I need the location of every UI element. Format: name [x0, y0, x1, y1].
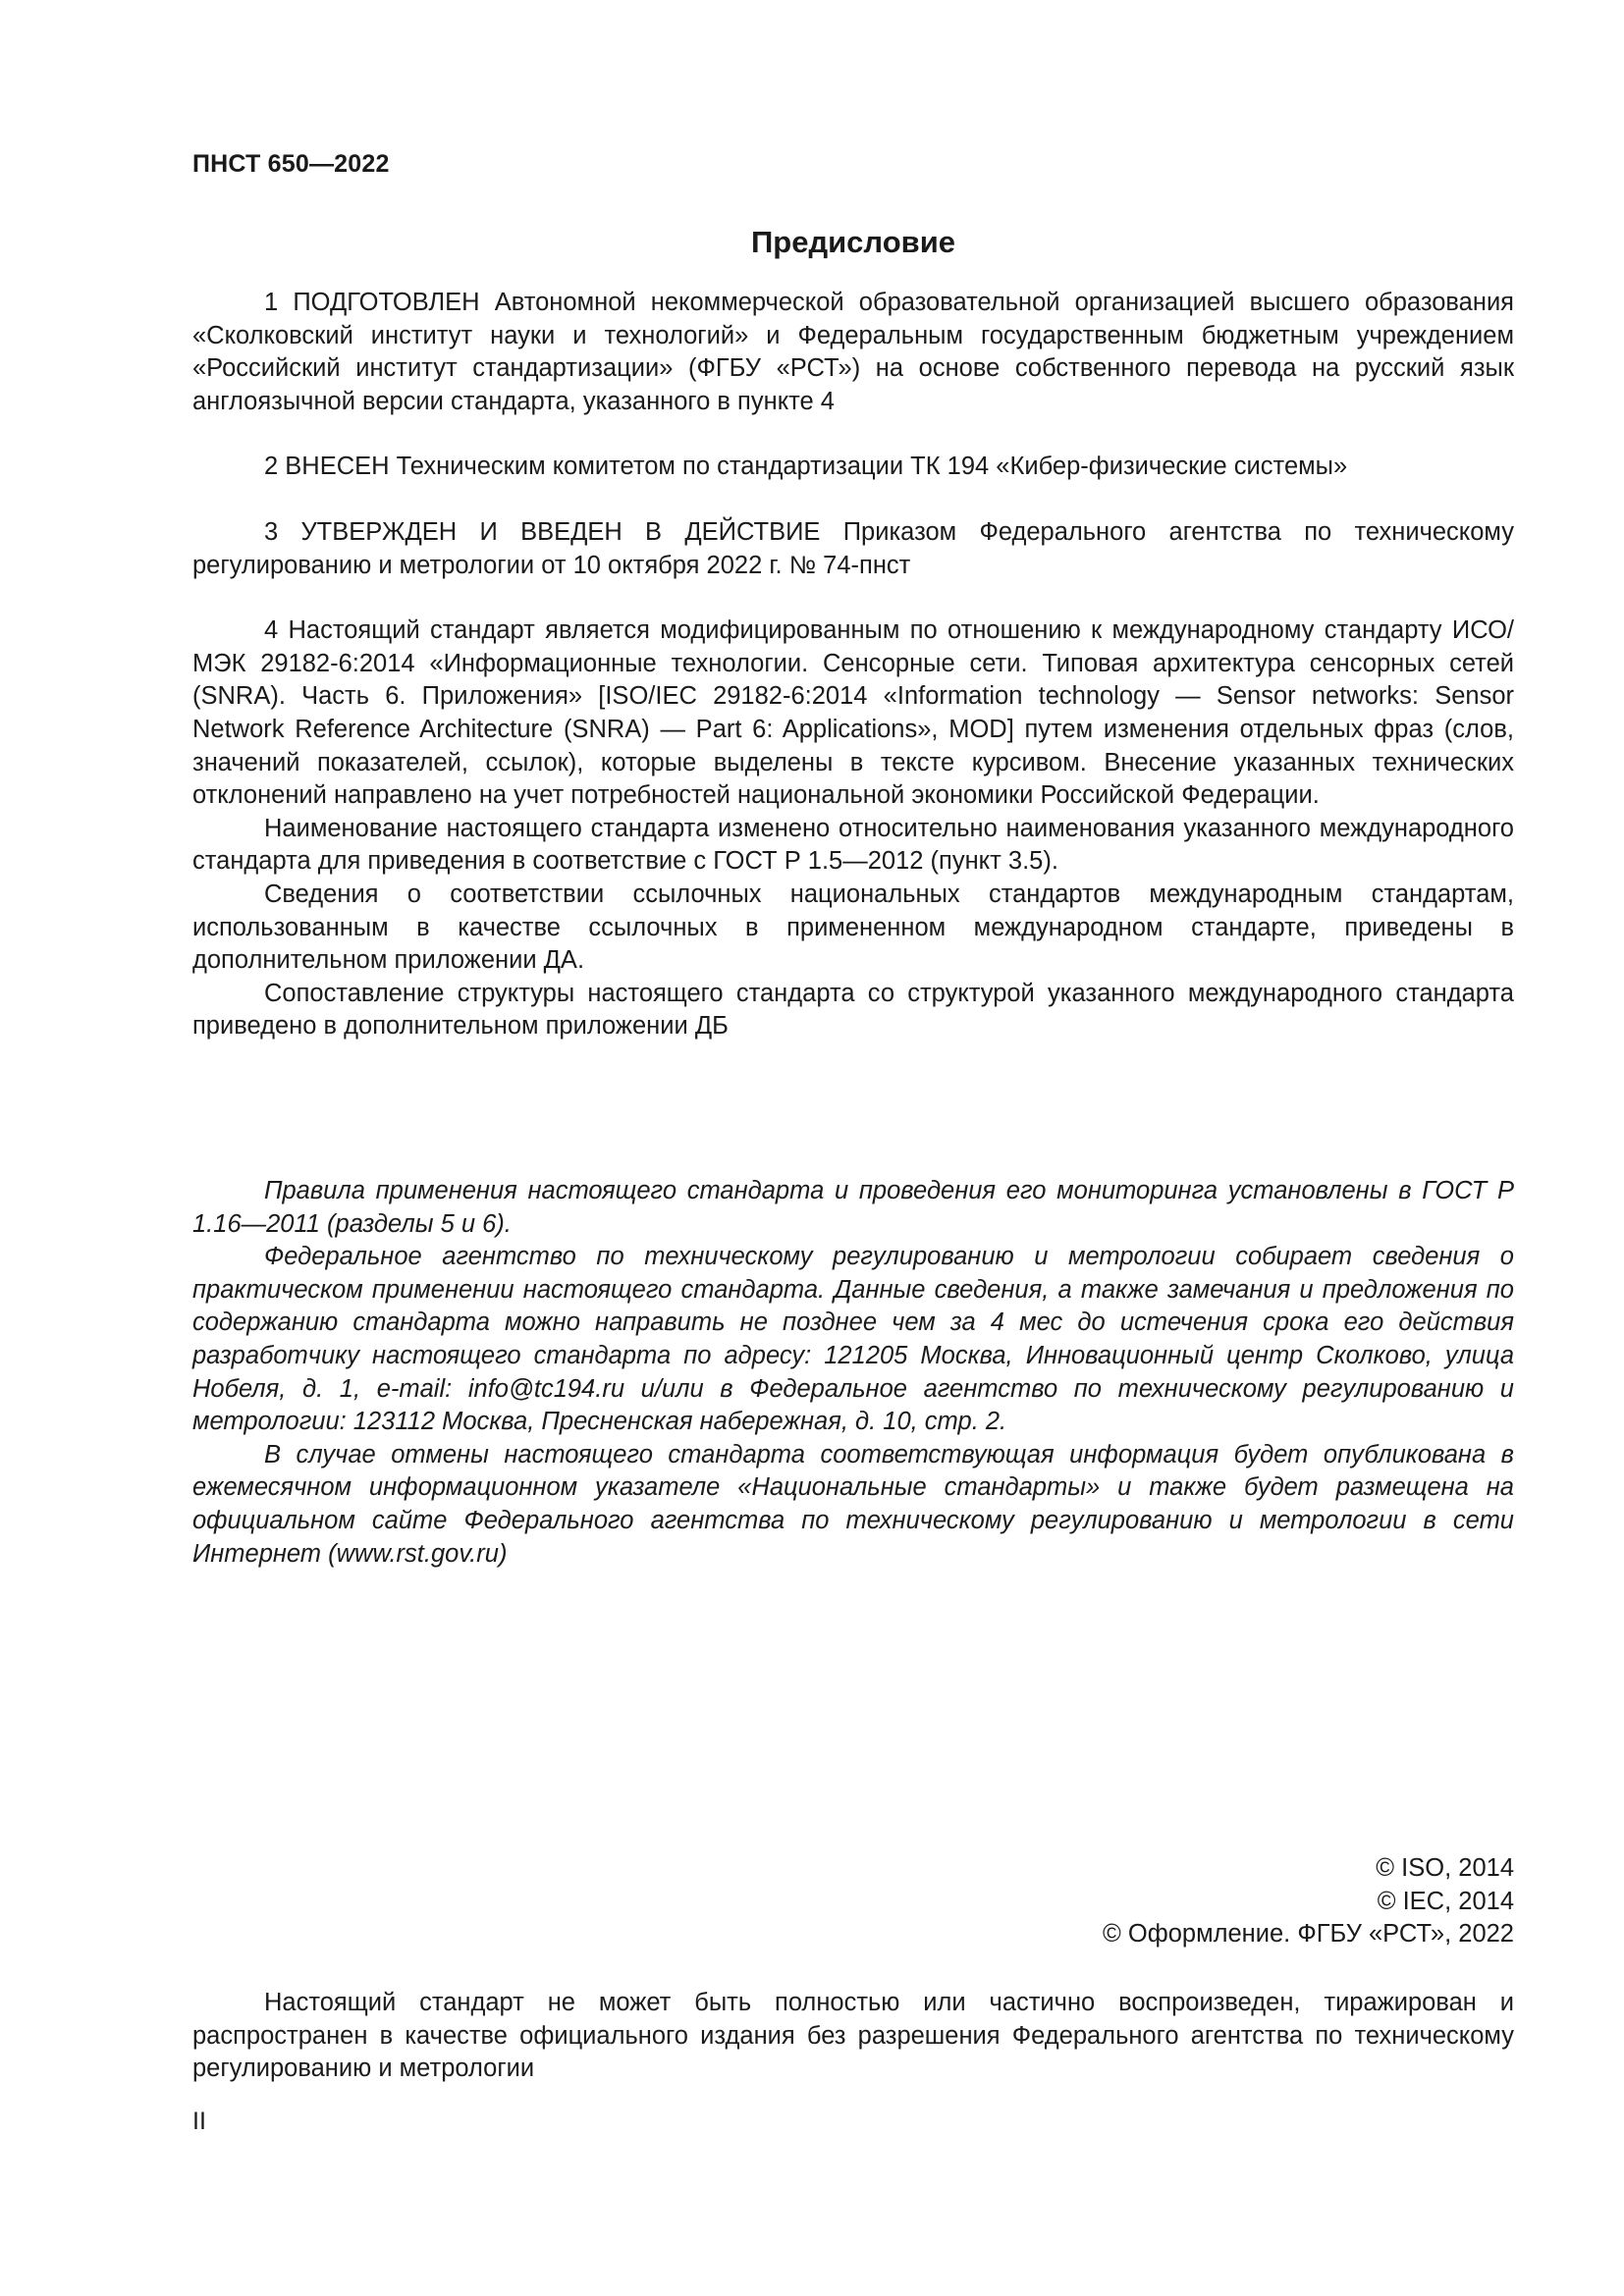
foreword-section	[192, 287, 1514, 1043]
page-title: Предисловие	[750, 225, 955, 259]
paragraph-structure: Сопоставление структуры настоящего стандарта со структурой указанного международного стандарта приведено в дополнительном приложении ДБ	[192, 979, 1514, 1041]
paragraph-introduced: 2 ВНЕСЕН Техническим комитетом по стандартизации ТК 194 «Кибер-физические системы»	[264, 453, 1348, 481]
copyright-block	[1103, 1852, 1514, 1951]
paragraph-modified-standard: 4 Настоящий стандарт является модифицированным по отношению к международному стандарту ИСО/МЭК 29182-6:2014 «Информационные технологии. Сенсорные сети. Типовая архитектура сенсорных сетей (SNRA). Часть 6. Приложения» [ISO/IEC 29182-6:2014 «Information technology — Sensor networks: Sensor Network Reference Architecture (SNRA) — Part 6: Applications», MOD] путем изменения отдельных фраз (слов, значений показателей, ссылок), которые выделены в тексте курсивом. Внесение указанных технических отклонений направлено на учет потребностей национальной экономики Российской Федерации.	[192, 616, 1514, 810]
paragraph-title-change: Наименование настоящего стандарта изменено относительно наименования указанного международного стандарта для приведения в соответствие с ГОСТ Р 1.5—2012 (пункт 3.5).	[192, 814, 1514, 876]
copyright-iec: © IEC, 2014	[1377, 1887, 1514, 1915]
paragraph-references: Сведения о соответствии ссылочных национальных стандартов международным стандартам, использованным в качестве ссылочных в примененном международном стандарте, приведены в дополнительном приложении ДА.	[192, 880, 1514, 975]
rules-paragraph-1: Правила применения настоящего стандарта и проведения его мониторинга установлены в ГОСТ Р 1.16—2011 (разделы 5 и 6).	[192, 1177, 1514, 1238]
reproduction-notice	[192, 1987, 1514, 2086]
rules-paragraph-2: Федеральное агентство по техническому регулированию и метрологии собирает сведения о практическом применении настоящего стандарта. Данные сведения, а также замечания и предложения по содержанию стандарта можно направить не позднее чем за 4 мес до истечения срока его действия разработчику настоящего стандарта по адресу: 121205 Москва, Инновационный центр Сколково, улица Нобеля, д. 1, e-mail: info@tc194.ru и/или в Федеральное агентство по техническому регулированию и метрологии: 123112 Москва, Пресненская набережная, д. 10, стр. 2.	[192, 1243, 1514, 1436]
copyright-rst: © Оформление. ФГБУ «РСТ», 2022	[1103, 1920, 1514, 1949]
document-code: ПНСТ 650—2022	[192, 150, 390, 178]
copyright-iso: © ISO, 2014	[1376, 1854, 1514, 1882]
rules-paragraph-3: В случае отмены настоящего стандарта соответствующая информация будет опубликована в ежемесячном информационном указателе «Национальные стандарты» и также будет размещена на официальном сайте Федерального агентства по техническому регулированию и метрологии в сети Интернет (www.rst.gov.ru)	[192, 1440, 1514, 1568]
page-number: II	[192, 2108, 206, 2135]
application-rules-block	[192, 1175, 1514, 1571]
paragraph-prepared: 1 ПОДГОТОВЛЕН Автономной некоммерческой образовательной организацией высшего образования «Сколковский институт науки и технологий» и Федеральным государственным бюджетным учреждением «Российский институт стандартизации» (ФГБУ «РСТ») на основе собственного перевода на русский язык англоязычной версии стандарта, указанного в пункте 4	[192, 289, 1514, 415]
paragraph-approved: 3 УТВЕРЖДЕН И ВВЕДЕН В ДЕЙСТВИЕ Приказом Федерального агентства по техническому регулированию и метрологии от 10 октября 2022 г. № 74-пнст	[192, 517, 1514, 579]
notice-text: Настоящий стандарт не может быть полностью или частично воспроизведен, тиражирован и распространен в качестве официального издания без разрешения Федерального агентства по техническому регулированию и метрологии	[192, 1989, 1514, 2083]
